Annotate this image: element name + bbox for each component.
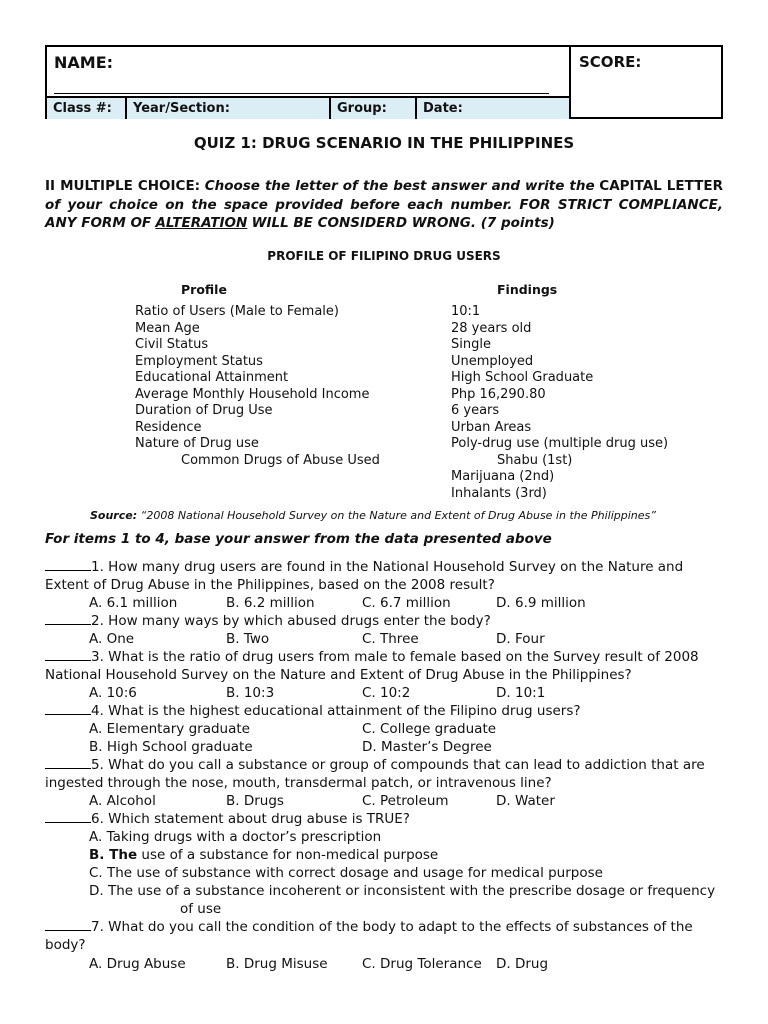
finding-row: Poly-drug use (multiple drug use)	[451, 436, 669, 451]
finding-row: Unemployed	[451, 353, 534, 369]
option: C. Petroleum	[362, 793, 449, 809]
date-label: Date:	[423, 101, 463, 116]
source-citation	[90, 509, 656, 522]
question-6	[45, 810, 723, 828]
source-label: Source:	[90, 509, 138, 522]
name-cell	[47, 47, 571, 96]
option: C. Drug Tolerance	[362, 956, 482, 972]
option: D. Water	[496, 793, 555, 809]
option: D. Drug	[496, 956, 549, 972]
question-text: 5. What do you call a substance or group of compounds that can lead to addiction that are ingested through the nose, mouth, transdermal patch, or intravenous line?	[45, 757, 705, 791]
question-4	[45, 702, 723, 720]
question-3	[45, 648, 723, 684]
question-text: 6. Which statement about drug abuse is TRUE?	[91, 811, 410, 827]
option: C. Three	[362, 631, 419, 647]
instructions-text3: WILL BE CONSIDERD WRONG. (7 points)	[251, 215, 555, 231]
option: C. The use of substance with correct dosage and usage for medical purpose	[89, 865, 603, 881]
finding-row: High School Graduate	[451, 370, 594, 385]
answer-blank[interactable]	[45, 811, 91, 823]
quiz-title: QUIZ 1: DRUG SCENARIO IN THE PHILIPPINES	[193, 134, 575, 152]
finding-row: Urban Areas	[451, 419, 532, 435]
profile-row: Mean Age	[135, 320, 200, 336]
profile-list	[135, 304, 380, 469]
instructions-text1: Choose the letter of the best answer and write the	[204, 178, 595, 194]
profile-column-header: Profile	[181, 282, 227, 297]
profile-row: Average Monthly Household Income	[135, 386, 370, 402]
profile-row: Nature of Drug use	[135, 436, 259, 451]
profile-row: Educational Attainment	[135, 370, 289, 385]
instructions-capital: CAPITAL LETTER	[599, 178, 723, 194]
class-number-field[interactable]	[47, 98, 127, 119]
option: B. Two	[226, 631, 270, 647]
profile-row: Civil Status	[135, 337, 209, 352]
findings-list	[451, 304, 668, 502]
option: A. Taking drugs with a doctor’s prescription	[89, 829, 382, 845]
finding-row: Php 16,290.80	[451, 386, 546, 402]
group-field[interactable]	[331, 98, 417, 119]
answer-blank[interactable]	[45, 649, 91, 661]
option: C. College graduate	[362, 721, 497, 737]
option: A. One	[89, 631, 135, 647]
year-section-label: Year/Section:	[133, 101, 230, 116]
option	[89, 846, 438, 864]
option: A. Elementary graduate	[89, 721, 250, 737]
question-text: 7. What do you call the condition of the body to adapt to the effects of substances of the body?	[45, 919, 693, 953]
question-text: 4. What is the highest educational attainment of the Filipino drug users?	[91, 703, 581, 719]
finding-row: Inhalants (3rd)	[451, 485, 547, 501]
question-7	[45, 918, 723, 954]
student-info-box	[45, 45, 723, 119]
option: C. 10:2	[362, 685, 411, 701]
name-line[interactable]	[54, 93, 549, 94]
finding-row: Shabu (1st)	[497, 452, 573, 468]
option-prefix: B. The	[89, 847, 138, 863]
question-5	[45, 756, 723, 792]
option-text: use of a substance for non-medical purpose	[141, 847, 439, 863]
info-row	[47, 96, 571, 119]
option: A. 6.1 million	[89, 595, 178, 611]
class-number-label: Class #:	[53, 101, 112, 116]
finding-row: 28 years old	[451, 320, 532, 336]
profile-row: Common Drugs of Abuse Used	[181, 452, 380, 468]
option: D. Four	[496, 631, 545, 647]
option: C. 6.7 million	[362, 595, 451, 611]
score-label: SCORE:	[579, 53, 642, 71]
group-label: Group:	[337, 101, 387, 116]
option: D. 10:1	[496, 685, 546, 701]
findings-column-header: Findings	[497, 282, 558, 297]
option: D. 6.9 million	[496, 595, 586, 611]
profile-row: Residence	[135, 419, 202, 435]
option-continuation: of use	[180, 901, 222, 917]
instructions-strict: FOR STRICT COMPLIANCE, ANY FORM OF	[45, 196, 723, 231]
question-text: 2. How many ways by which abused drugs enter the body?	[91, 613, 491, 629]
answer-blank[interactable]	[45, 919, 91, 931]
option: A. Drug Abuse	[89, 956, 186, 972]
profile-row: Ratio of Users (Male to Female)	[135, 304, 339, 319]
option: A. Alcohol	[89, 793, 156, 809]
option: D. The use of a substance incoherent or inconsistent with the prescribe dosage or frequency	[89, 883, 716, 899]
option: B. 6.2 million	[226, 595, 315, 611]
option: D. Master’s Degree	[362, 739, 492, 755]
question-2	[45, 612, 723, 630]
option: A. 10:6	[89, 685, 137, 701]
answer-blank[interactable]	[45, 613, 91, 625]
option: B. 10:3	[226, 685, 275, 701]
instructions	[45, 177, 723, 233]
source-text: “2008 National Household Survey on the Nature and Extent of Drug Abuse in the Philippines”	[140, 509, 656, 522]
option: B. Drugs	[226, 793, 284, 809]
instructions-alteration: ALTERATION	[155, 215, 248, 231]
finding-row: Single	[451, 337, 491, 352]
question-text: 3. What is the ratio of drug users from male to female based on the Survey result of 2008 National Household Survey on the Nature and Extent of Drug Abuse in the Philippines?	[45, 649, 699, 683]
instructions-part: II MULTIPLE CHOICE:	[45, 178, 201, 194]
answer-blank[interactable]	[45, 559, 91, 571]
answer-blank[interactable]	[45, 757, 91, 769]
finding-row: 6 years	[451, 403, 500, 418]
name-label: NAME:	[54, 53, 114, 72]
option: B. Drug Misuse	[226, 956, 328, 972]
profile-title: PROFILE OF FILIPINO DRUG USERS	[267, 249, 501, 263]
finding-row: Marijuana (2nd)	[451, 469, 555, 484]
question-1	[45, 558, 723, 594]
profile-row: Employment Status	[135, 353, 263, 369]
question-text: 1. How many drug users are found in the National Household Survey on the Nature and Extent of Drug Abuse in the Philippines, based on the 2008 result?	[45, 559, 684, 593]
profile-row: Duration of Drug Use	[135, 403, 273, 418]
instructions-text2: of your choice on the space provided before each number.	[45, 196, 513, 213]
year-section-field[interactable]	[127, 98, 331, 119]
answer-blank[interactable]	[45, 703, 91, 715]
date-field[interactable]	[417, 98, 569, 119]
score-cell[interactable]	[573, 47, 723, 119]
finding-row: 10:1	[451, 304, 481, 319]
items-heading: For items 1 to 4, base your answer from the data presented above	[45, 531, 552, 547]
option: B. High School graduate	[89, 739, 253, 755]
